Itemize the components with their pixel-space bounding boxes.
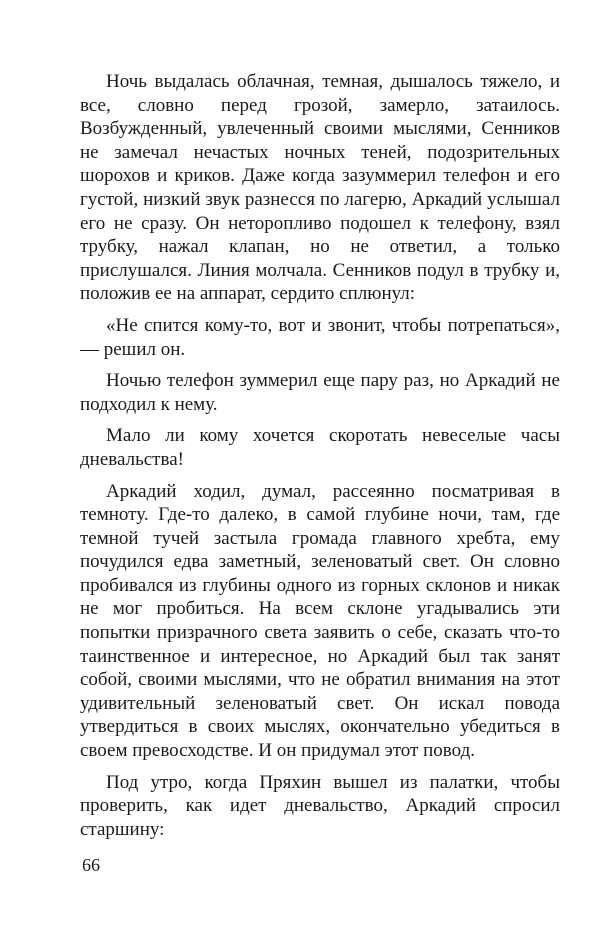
page-text <box>80 70 560 849</box>
paragraph-6: Под утро, когда Пряхин вышел из палатки, чтобы проверить, как идет дневальство, Аркадий спросил старшину: <box>80 771 560 840</box>
paragraph-2: «Не спится кому-то, вот и звонит, чтобы потрепаться»,— решил он. <box>80 314 560 360</box>
page-number: 66 <box>82 855 100 875</box>
paragraph-1: Ночь выдалась облачная, темная, дышалось тяжело, и все, словно перед грозой, замерло, затаилось. Возбужденный, увлеченный своими мыслями, Сенников не замечал нечастых ночных теней, подозрительных шорохов и криков. Даже когда зазуммерил телефон и его густой, низкий звук разнесся по лагерю, Аркадий услышал его не сразу. Он неторопливо подошел к телефону, взял трубку, нажал клапан, но не ответил, а только прислушался. Линия молчала. Сенников подул в трубку и, положив ее на аппарат, сердито сплюнул: <box>80 71 560 305</box>
paragraph-4: Мало ли кому хочется скоротать невеселые часы дневальства! <box>80 425 560 470</box>
paragraph-5: Аркадий ходил, думал, рассеянно посматривая в темноту. Где-то далеко, в самой глубине ночи, там, где темной тучей застыла громада главного хребта, ему почудился едва заметный, зеленоватый свет. Он словно пробивался из глубины одного из горных склонов и никак не мог пробиться. На всем склоне угадывались эти попытки призрачного света заявить о себе, сказать что-то таинственное и интересное, но Аркадий был так занят собой, своими мыслями, что не обратил внимания на этот удивительный зеленоватый свет. Он искал повода утвердиться в своих мыслях, окончательно убедиться в своем превосходстве. И он придумал этот повод. <box>80 480 560 762</box>
paragraph-3: Ночью телефон зуммерил еще пару раз, но Аркадий не подходил к нему. <box>80 370 560 415</box>
